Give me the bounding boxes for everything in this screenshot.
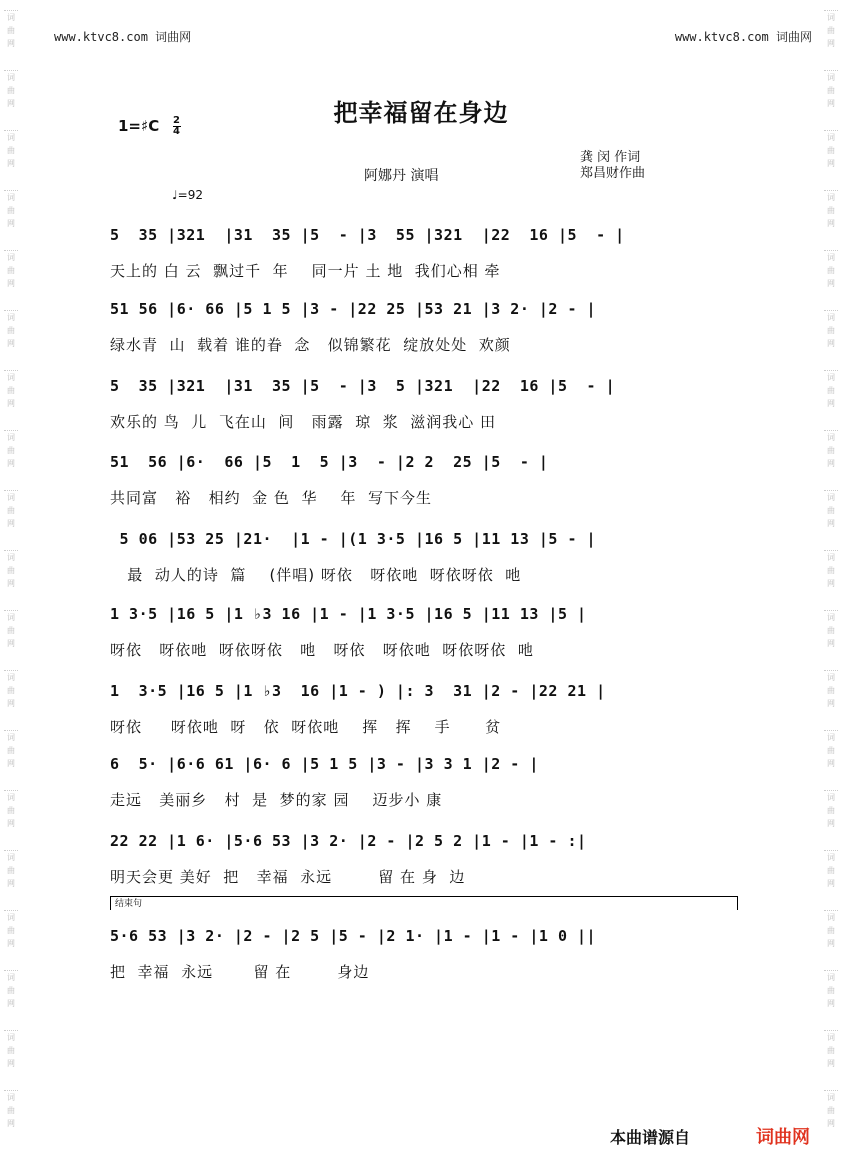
watermark-mark: 词曲网 xyxy=(4,670,18,711)
watermark-mark: 词曲网 xyxy=(824,250,838,291)
composer-credit: 郑昌财作曲 xyxy=(580,166,646,181)
watermark-mark: 词曲网 xyxy=(824,70,838,111)
author-credits xyxy=(580,150,645,182)
lyric-line: 明天会更 美好 把 幸福 永远 留 在 身 边 xyxy=(110,868,466,886)
notation-line: 51 56 |6· 66 |5 1 5 |3 - |22 25 |53 21 |3 2· |2 - | xyxy=(110,300,597,318)
lyric-line: 天上的 白 云 飘过千 年 同一片 土 地 我们心相 牵 xyxy=(110,262,501,280)
watermark-mark: 词曲网 xyxy=(824,430,838,471)
ending-bracket: 结束句 xyxy=(110,896,738,910)
watermark-mark: 词曲网 xyxy=(824,310,838,351)
notation-line: 6 5· |6·6 61 |6· 6 |5 1 5 |3 - |3 3 1 |2 - | xyxy=(110,755,539,773)
time-top: 2 xyxy=(173,115,180,126)
watermark-mark: 词曲网 xyxy=(4,1090,18,1131)
right-watermark-strip xyxy=(824,0,838,1171)
watermark-mark: 词曲网 xyxy=(824,610,838,651)
watermark-mark: 词曲网 xyxy=(824,970,838,1011)
watermark-mark: 词曲网 xyxy=(824,370,838,411)
key-signature xyxy=(118,116,181,137)
tempo-mark: ♩=92 xyxy=(172,188,203,202)
lyric-line: 呀依 呀依吔 呀 依 呀依吔 挥 挥 手 贫 xyxy=(110,718,502,736)
lyric-line: 呀依 呀依吔 呀依呀依 吔 呀依 呀依吔 呀依呀依 吔 xyxy=(110,641,534,659)
lyric-line: 走远 美丽乡 村 是 梦的家 园 迈步小 康 xyxy=(110,791,443,809)
watermark-mark: 词曲网 xyxy=(4,130,18,171)
lyricist-credit: 龚 闵 作词 xyxy=(580,150,641,165)
watermark-mark: 词曲网 xyxy=(4,430,18,471)
watermark-mark: 词曲网 xyxy=(4,850,18,891)
watermark-mark: 词曲网 xyxy=(824,490,838,531)
lyric-line: 最 动人的诗 篇 (伴唱) 呀依 呀依吔 呀依呀依 吔 xyxy=(110,566,522,584)
watermark-mark: 词曲网 xyxy=(4,490,18,531)
watermark-mark: 词曲网 xyxy=(824,730,838,771)
lyric-line: 共同富 裕 相约 金 色 华 年 写下今生 xyxy=(110,489,433,507)
site-url-left: www.ktvc8.com 词曲网 xyxy=(54,30,192,44)
watermark-mark: 词曲网 xyxy=(824,670,838,711)
watermark-mark: 词曲网 xyxy=(4,370,18,411)
lyric-line: 把 幸福 永远 留 在 身边 xyxy=(110,963,370,981)
watermark-mark: 词曲网 xyxy=(4,310,18,351)
notation-line: 1 3·5 |16 5 |1 ♭3 16 |1 - ) |: 3 31 |2 - |22 21 | xyxy=(110,682,606,700)
notation-line: 5 06 |53 25 |21· |1 - |(1 3·5 |16 5 |11 13 |5 - | xyxy=(110,530,597,548)
watermark-mark: 词曲网 xyxy=(824,10,838,51)
notation-line: 5·6 53 |3 2· |2 - |2 5 |5 - |2 1· |1 - |1 - |1 0 || xyxy=(110,927,597,945)
notation-line: 51 56 |6· 66 |5 1 5 |3 - |2 2 25 |5 - | xyxy=(110,453,549,471)
time-bottom: 4 xyxy=(173,126,180,137)
watermark-mark: 词曲网 xyxy=(824,190,838,231)
lyric-line: 欢乐的 鸟 儿 飞在山 间 雨露 琼 浆 滋润我心 田 xyxy=(110,413,497,431)
watermark-mark: 词曲网 xyxy=(4,550,18,591)
notation-line: 5 35 |321 |31 35 |5 - |3 55 |321 |22 16 |5 - | xyxy=(110,226,625,244)
time-signature xyxy=(173,116,181,137)
watermark-mark: 词曲网 xyxy=(824,910,838,951)
singer-credit: 阿娜丹 演唱 xyxy=(364,168,439,184)
notation-line: 5 35 |321 |31 35 |5 - |3 5 |321 |22 16 |5 - | xyxy=(110,377,616,395)
watermark-mark: 词曲网 xyxy=(4,1030,18,1071)
watermark-mark: 词曲网 xyxy=(4,190,18,231)
watermark-mark: 词曲网 xyxy=(824,130,838,171)
site-url-right: www.ktvc8.com 词曲网 xyxy=(674,30,812,44)
watermark-mark: 词曲网 xyxy=(4,910,18,951)
key-label: 1=♯C xyxy=(118,117,160,135)
watermark-mark: 词曲网 xyxy=(4,970,18,1011)
left-watermark-strip xyxy=(4,0,18,1171)
watermark-mark: 词曲网 xyxy=(824,1030,838,1071)
watermark-mark: 词曲网 xyxy=(4,610,18,651)
watermark-mark: 词曲网 xyxy=(824,790,838,831)
watermark-mark: 词曲网 xyxy=(4,790,18,831)
lyric-line: 绿水青 山 载着 谁的眷 念 似锦繁花 绽放处处 欢颜 xyxy=(110,336,511,354)
watermark-mark: 词曲网 xyxy=(824,1090,838,1131)
footer-brand[interactable]: 词曲网 xyxy=(756,1127,810,1148)
watermark-mark: 词曲网 xyxy=(4,730,18,771)
watermark-mark: 词曲网 xyxy=(4,250,18,291)
notation-line: 22 22 |1 6· |5·6 53 |3 2· |2 - |2 5 2 |1 - |1 - :| xyxy=(110,832,587,850)
watermark-mark: 词曲网 xyxy=(4,10,18,51)
notation-line: 1 3·5 |16 5 |1 ♭3 16 |1 - |1 3·5 |16 5 |11 13 |5 | xyxy=(110,605,587,623)
watermark-mark: 词曲网 xyxy=(824,550,838,591)
footer-source: 本曲谱源自 xyxy=(610,1128,691,1147)
watermark-mark: 词曲网 xyxy=(824,850,838,891)
watermark-mark: 词曲网 xyxy=(4,70,18,111)
song-title: 把幸福留在身边 xyxy=(333,99,509,127)
